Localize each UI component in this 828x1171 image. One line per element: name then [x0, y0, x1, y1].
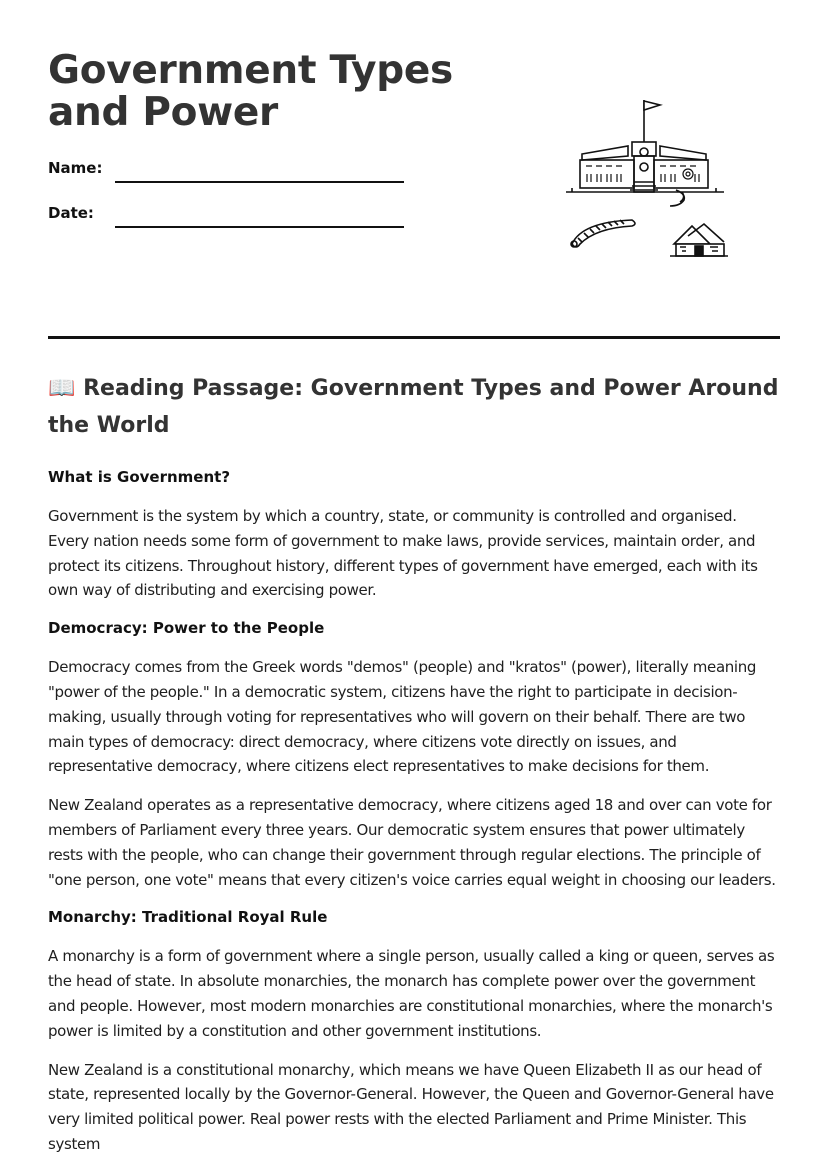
book-icon: 📖: [48, 376, 76, 401]
date-input-line[interactable]: [115, 226, 404, 228]
date-label: Date:: [48, 204, 94, 222]
passage-heading: [48, 370, 780, 444]
date-field: [48, 204, 115, 222]
section-paragraph: New Zealand is a constitutional monarchy, which means we have Queen Elizabeth II as our head of state, represented locally by the Governor-General. However, the Queen and Governor-General have very limited political power. Real power rests with the elected Parliament and Prime Minister. This system: [48, 1060, 774, 1153]
page-title: Government Types and Power: [48, 48, 453, 135]
section-paragraph: Democracy comes from the Greek words "demos" (people) and "kratos" (power), literally meaning "power of the people." In a democratic system, citizens have the right to participate in decision-making, usually through voting for representatives who will govern on their behalf. There are two main types of democracy: direct democracy, where citizens vote directly on issues, and representative democracy, where citizens elect representatives to make decisions for them.: [48, 658, 757, 776]
section-heading: What is Government?: [48, 468, 231, 486]
government-building-illustration-icon: [564, 96, 730, 262]
name-label: Name:: [48, 159, 103, 177]
passage-heading-text: Reading Passage: Government Types and Power Around the World: [48, 376, 779, 438]
section-paragraph: Government is the system by which a country, state, or community is controlled and organised. Every nation needs some form of government to make laws, provide services, maintain order, and protect its citizens. Throughout history, different types of government have emerged, each with its own way of distributing and exercising power.: [48, 507, 758, 600]
section-heading: Democracy: Power to the People: [48, 619, 325, 638]
header-divider: [48, 336, 780, 339]
section-paragraph: New Zealand operates as a representative democracy, where citizens aged 18 and over can vote for members of Parliament every three years. Our democratic system ensures that power ultimately rests with the people, who can change their government through regular elections. The principle of "one person, one vote" means that every citizen's voice carries equal weight in choosing our leaders.: [48, 796, 776, 889]
section-heading: Monarchy: Traditional Royal Rule: [48, 908, 328, 927]
reading-passage: [48, 370, 780, 1171]
name-field: [48, 159, 115, 177]
name-input-line[interactable]: [115, 181, 404, 183]
section-paragraph: A monarchy is a form of government where a single person, usually called a king or queen, serves as the head of state. In absolute monarchies, the monarch has complete power over the government and people. However, most modern monarchies are constitutional monarchies, where the monarch's power is limited by a constitution and other government institutions.: [48, 947, 775, 1040]
